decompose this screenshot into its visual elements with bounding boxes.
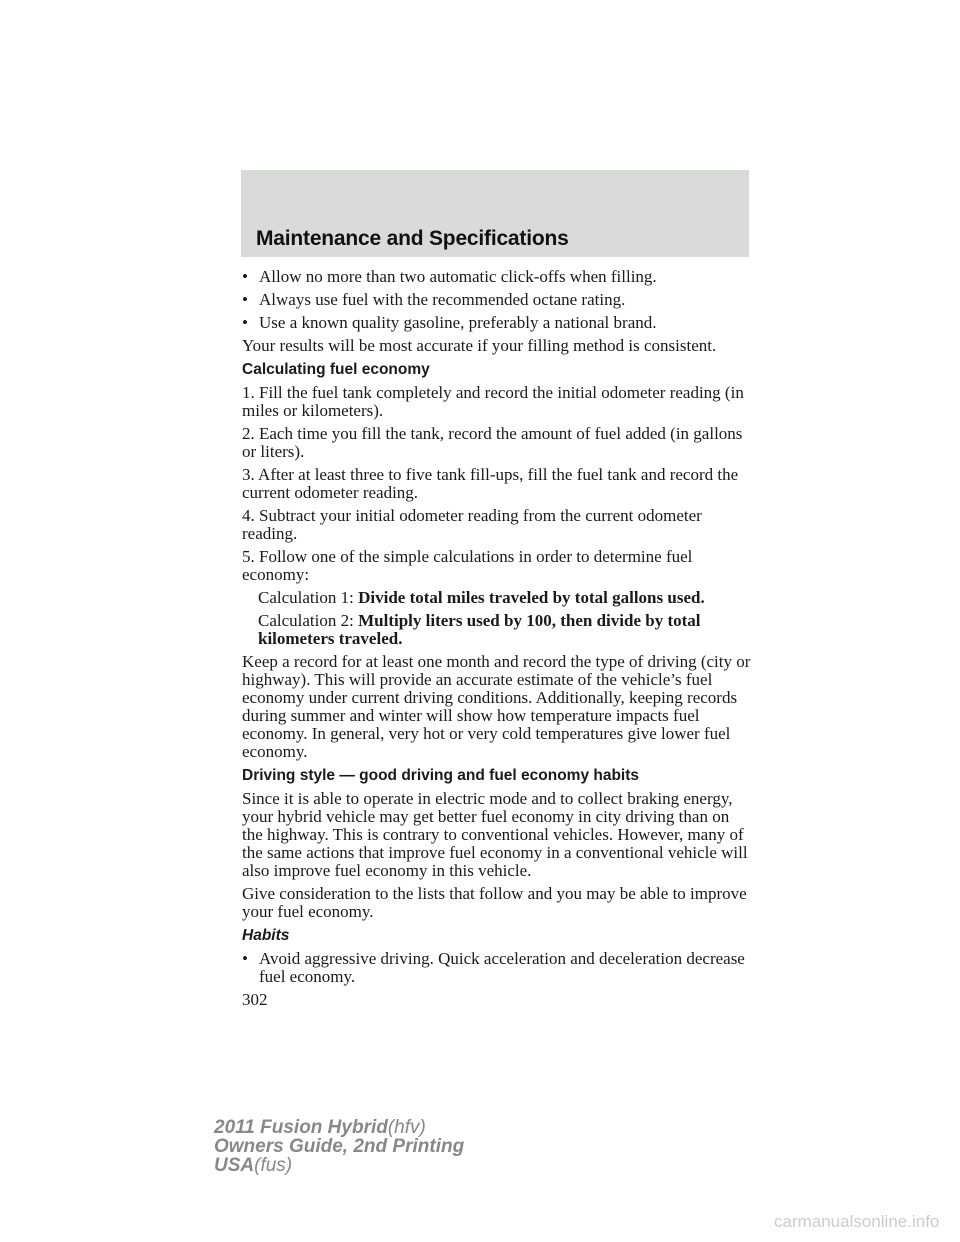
step-2: 2. Each time you fill the tank, record the amount of fuel added (in gallons or liters). [242,424,743,461]
calculation-2-label: Calculation 2: [258,611,359,630]
calculation-2 [258,612,752,648]
bullet-text: Always use fuel with the recommended octane rating. [259,290,626,309]
record-paragraph: Keep a record for at least one month and record the type of driving (city or highway). This will provide an accurate estimate of the vehicle’s fuel economy under current driving conditions. Additionally, keeping records during summer and winter will show how temperature impacts fuel economy. In general, very hot or very cold temperatures give lower fuel economy. [242,652,751,761]
footer-model: 2011 Fusion Hybrid [214,1117,388,1138]
bullet-item [242,314,752,332]
calculation-1 [258,589,752,607]
bullet-icon: • [242,313,248,332]
footer-model-code: (hfv) [387,1117,426,1138]
bullet-icon: • [242,290,248,309]
driving-style-heading: Driving style — good driving and fuel economy habits [242,767,640,784]
footer-market: USA [214,1155,255,1176]
calculating-heading: Calculating fuel economy [242,361,430,378]
habits-heading: Habits [242,927,290,944]
footer-line-3 [214,1156,464,1175]
calculation-1-label: Calculation 1: [258,588,359,607]
step-4: 4. Subtract your initial odometer reading from the current odometer reading. [242,506,702,543]
step-3: 3. After at least three to five tank fill-ups, fill the fuel tank and record the current odometer reading. [242,465,739,502]
page-content [242,268,752,1009]
step-5: 5. Follow one of the simple calculations in order to determine fuel economy: [242,547,693,584]
bullet-item [242,291,752,309]
bullet-text: Allow no more than two automatic click-offs when filling. [259,267,657,286]
step-1: 1. Fill the fuel tank completely and record the initial odometer reading (in miles or kilometers). [242,383,744,420]
document-footer [214,1118,464,1175]
calculation-1-text: Divide total miles traveled by total gallons used. [358,588,705,607]
bullet-icon: • [242,267,248,286]
bullet-item [242,268,752,286]
bullet-icon: • [242,949,248,968]
driving-paragraph-1: Since it is able to operate in electric mode and to collect braking energy, your hybrid vehicle may get better fuel economy in city driving than on the highway. This is contrary to conventional vehicles. However, many of the same actions that improve fuel economy in a conventional vehicle will also improve fuel economy in this vehicle. [242,789,748,880]
footer-line-1 [214,1118,464,1137]
bullet-text: Use a known quality gasoline, preferably a national brand. [259,313,657,332]
driving-paragraph-2: Give consideration to the lists that follow and you may be able to improve your fuel economy. [242,884,747,921]
footer-line-2: Owners Guide, 2nd Printing [214,1136,465,1157]
bullet-text: Avoid aggressive driving. Quick acceleration and deceleration decrease fuel economy. [259,949,745,986]
page-number: 302 [242,990,268,1009]
watermark: carmanualsonline.info [774,1212,940,1231]
results-paragraph: Your results will be most accurate if your filling method is consistent. [242,336,717,355]
habits-bullet-item [242,950,752,986]
calculation-2-text: Multiply liters used by 100, then divide by total kilometers traveled. [258,611,701,648]
section-title: Maintenance and Specifications [256,227,569,250]
footer-market-code: (fus) [254,1155,293,1176]
